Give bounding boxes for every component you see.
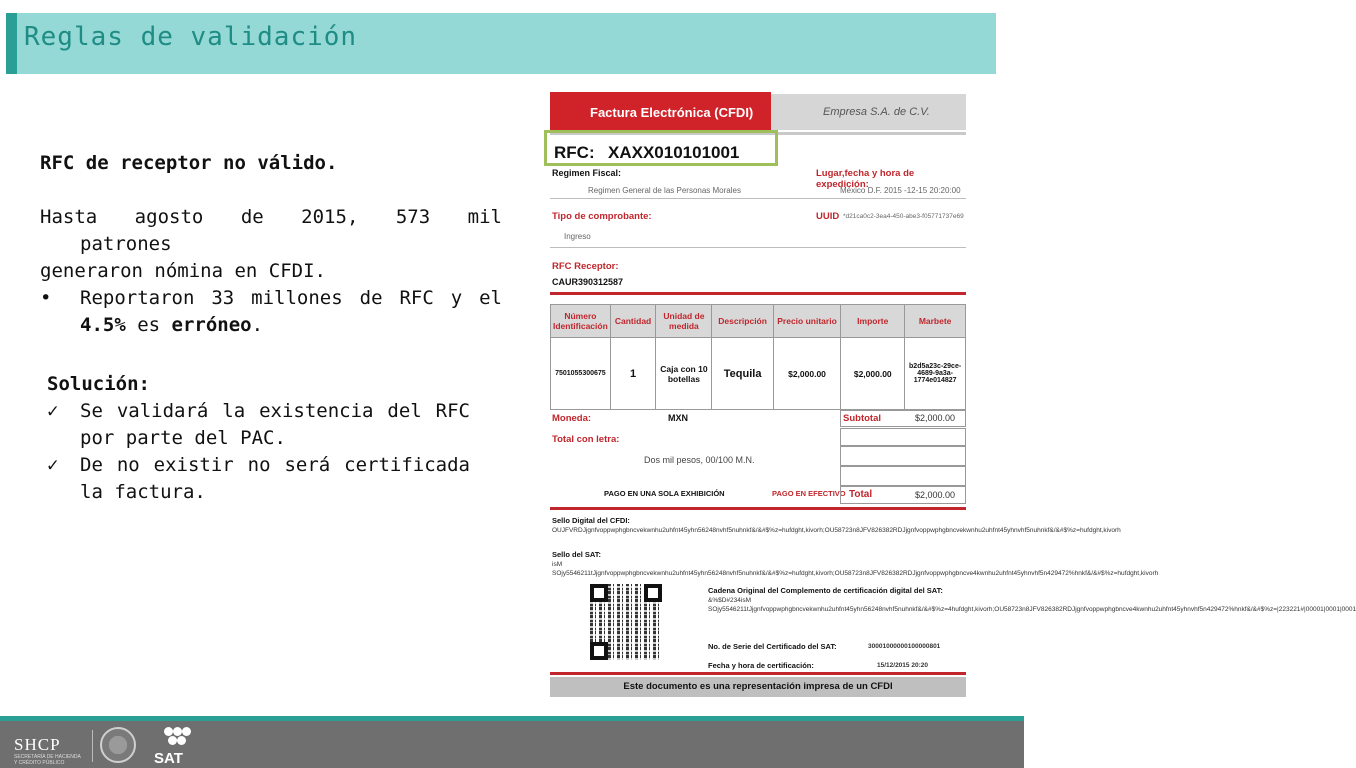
lugar-label: Lugar,fecha y hora de expedición: [816, 168, 915, 190]
sat-logo-text: SAT [154, 750, 183, 767]
shcp-logo: SHCP [14, 735, 61, 754]
qr-corner [590, 642, 608, 660]
rfc-heading: RFC de receptor no válido. [40, 152, 338, 174]
total-box-empty [840, 446, 966, 466]
receptor-value: CAUR390312587 [552, 277, 624, 287]
invoice-footer: Este documento es una representación impresa de un CFDI [550, 677, 966, 697]
table-header: Número Identificación [551, 305, 611, 338]
table-header: Unidad de medida [656, 305, 712, 338]
sello-cfdi-label: Sello Digital del CFDI: [552, 516, 630, 525]
serie-label: No. de Serie del Certificado del SAT: [708, 642, 837, 651]
fecha-cert-label: Fecha y hora de certificación: [708, 661, 814, 670]
total-value: $2,000.00 [914, 490, 955, 500]
qr-corner [644, 584, 662, 602]
bullet-item [40, 285, 502, 339]
total-label: Total [849, 489, 873, 500]
tipo-value: Ingreso [564, 232, 591, 241]
subtotal-value: $2,000.00 [914, 413, 955, 423]
table-cell: $2,000.00 [841, 338, 905, 410]
invoice-header-company: Empresa S.A. de C.V. [771, 94, 966, 130]
bullet-text [80, 285, 502, 339]
rfc-value: XAXX010101001 [608, 143, 740, 162]
solution-item-text: Se validará la existencia del RFC por parte del PAC. [80, 400, 470, 449]
invoice-header-title: Factura Electrónica (CFDI) [550, 92, 771, 132]
table-header: Cantidad [610, 305, 656, 338]
receptor-label: RFC Receptor: [552, 261, 619, 272]
solution-heading: Solución: [47, 373, 150, 395]
moneda-value: MXN [668, 413, 688, 423]
tipo-label: Tipo de comprobante: [552, 211, 652, 222]
bullet-text-a: Reportaron 33 millones de RFC y el [80, 287, 502, 309]
shcp-sub-line-1: SECRETARÍA DE HACIENDA [14, 754, 81, 760]
table-header: Importe [841, 305, 905, 338]
sat-logo-icon [164, 727, 190, 751]
table-cell: 7501055300675 [551, 338, 611, 410]
para-line-3: generaron nómina en CFDI. [40, 260, 326, 282]
table-header: Marbete [905, 305, 966, 338]
logo-separator [92, 730, 93, 762]
moneda-label: Moneda: [552, 413, 592, 424]
pago-label: PAGO EN UNA SOLA EXHIBICIÓN [604, 489, 725, 498]
serie-value: 30001000000100000801 [868, 643, 941, 650]
paragraph [40, 204, 502, 339]
pago-efectivo: PAGO EN EFECTIVO [772, 489, 846, 498]
cadena-label: Cadena Original del Complemento de certificación digital del SAT: [708, 586, 943, 595]
table-header: Descripción [712, 305, 773, 338]
solution-item [47, 398, 470, 452]
rfc-highlight-box [544, 130, 778, 166]
sello-sat-label: Sello del SAT: [552, 550, 602, 559]
check-icon: ✓ [47, 454, 59, 476]
regimen-label: Regimen Fiscal: [552, 168, 622, 178]
rfc-label: RFC: [554, 143, 595, 162]
table-cell: Tequila [712, 338, 773, 410]
sello-sat-value: isM SOjy5546211tJjgnfvoppwphgbncvekwnhu2uhfnt45yhn56248nvhf5nuhnkf&/&#$%z=hufdght,kivorh;OU58723n8JFV826382RDJjgnfvoppwphgbncve4kwnhu2uhfnt45yhnvhf5n429472%hnkf&/&#$%z=hufdght,kivorh [552, 561, 1159, 577]
shcp-subtitle [14, 754, 81, 766]
concept-table [550, 304, 966, 410]
regimen-value: Regimen General de las Personas Morales [588, 186, 741, 195]
title-accent [6, 13, 17, 74]
table-cell: $2,000.00 [773, 338, 841, 410]
subtotal-label: Subtotal [843, 413, 881, 424]
check-icon: ✓ [47, 400, 59, 422]
bullet-text-end: . [251, 314, 264, 336]
invoice-image [550, 92, 1356, 700]
solution-item [47, 452, 470, 506]
bullet-icon: • [40, 287, 52, 309]
divider [550, 247, 966, 248]
total-box [840, 486, 966, 504]
table-cell: b2d5a23c-29ce-4689-9a3a-1774e014827 [905, 338, 966, 410]
shcp-sub-line-2: Y CRÉDITO PÚBLICO [14, 760, 65, 766]
cadena-value: &%$D#234isM SOjy5546211tJjgnfvoppwphgbncvekwnhu2uhfnt45yhn56248nvhf5nuhnkf&/&#$%z=4hufdght,kivorh;OU58723n8JFV826382RDJjgnfvoppwphgbncve4kwnhu2uhfnt45yhnvhf5n429472%hnkf&/&#$%z=|223221#|00001|0001|0001 [708, 597, 1356, 613]
sello-cfdi-value: OUJFVRDJjgnfvoppwphgbncvekwnhu2uhfnt45yhn56248nvhf5nuhnkf&/&#$%z=hufdght,kivorh;OU58723n8JFV826382RDJjgnfvoppwphgbncvekwnhu2uhfnt45yhnvhf5nuhnkf&/&#$%z=hufdght,kivorh [552, 527, 1121, 534]
bullet-text-b: es [125, 314, 172, 336]
total-box-empty [840, 466, 966, 486]
table-row [551, 338, 966, 410]
subtotal-box [840, 410, 966, 427]
solution-block [47, 371, 470, 506]
table-header-row [551, 305, 966, 338]
solution-item-text: De no existir no será certificada la factura. [80, 454, 470, 503]
table-header: Precio unitario [773, 305, 841, 338]
para-line-2: patrones [80, 233, 172, 255]
fecha-cert-value: 15/12/2015 20:20 [877, 662, 928, 669]
qr-corner [590, 584, 608, 602]
total-box-empty [840, 428, 966, 446]
divider [550, 672, 966, 675]
total-letra-value: Dos mil pesos, 00/100 M.N. [644, 455, 755, 465]
divider [550, 198, 966, 199]
table-cell: 1 [610, 338, 656, 410]
slide-title: Reglas de validación [24, 22, 358, 52]
para-line-1: Hasta agosto de 2015, 573 mil [40, 206, 502, 228]
left-text-block [40, 150, 502, 339]
divider [550, 507, 966, 510]
uuid-value: *d21ca0c2-3ea4-450-abe3-f05771737e69 [843, 213, 964, 220]
table-cell: Caja con 10 botellas [656, 338, 712, 410]
uuid-label: UUID [816, 211, 840, 222]
lugar-value: México D.F. 2015 -12-15 20:20:00 [840, 186, 961, 195]
bullet-percent: 4.5% [80, 314, 126, 336]
total-letra-label: Total con letra: [552, 434, 620, 445]
divider [550, 292, 966, 295]
bullet-erroneo: erróneo [171, 314, 252, 336]
national-seal-icon [100, 727, 136, 763]
